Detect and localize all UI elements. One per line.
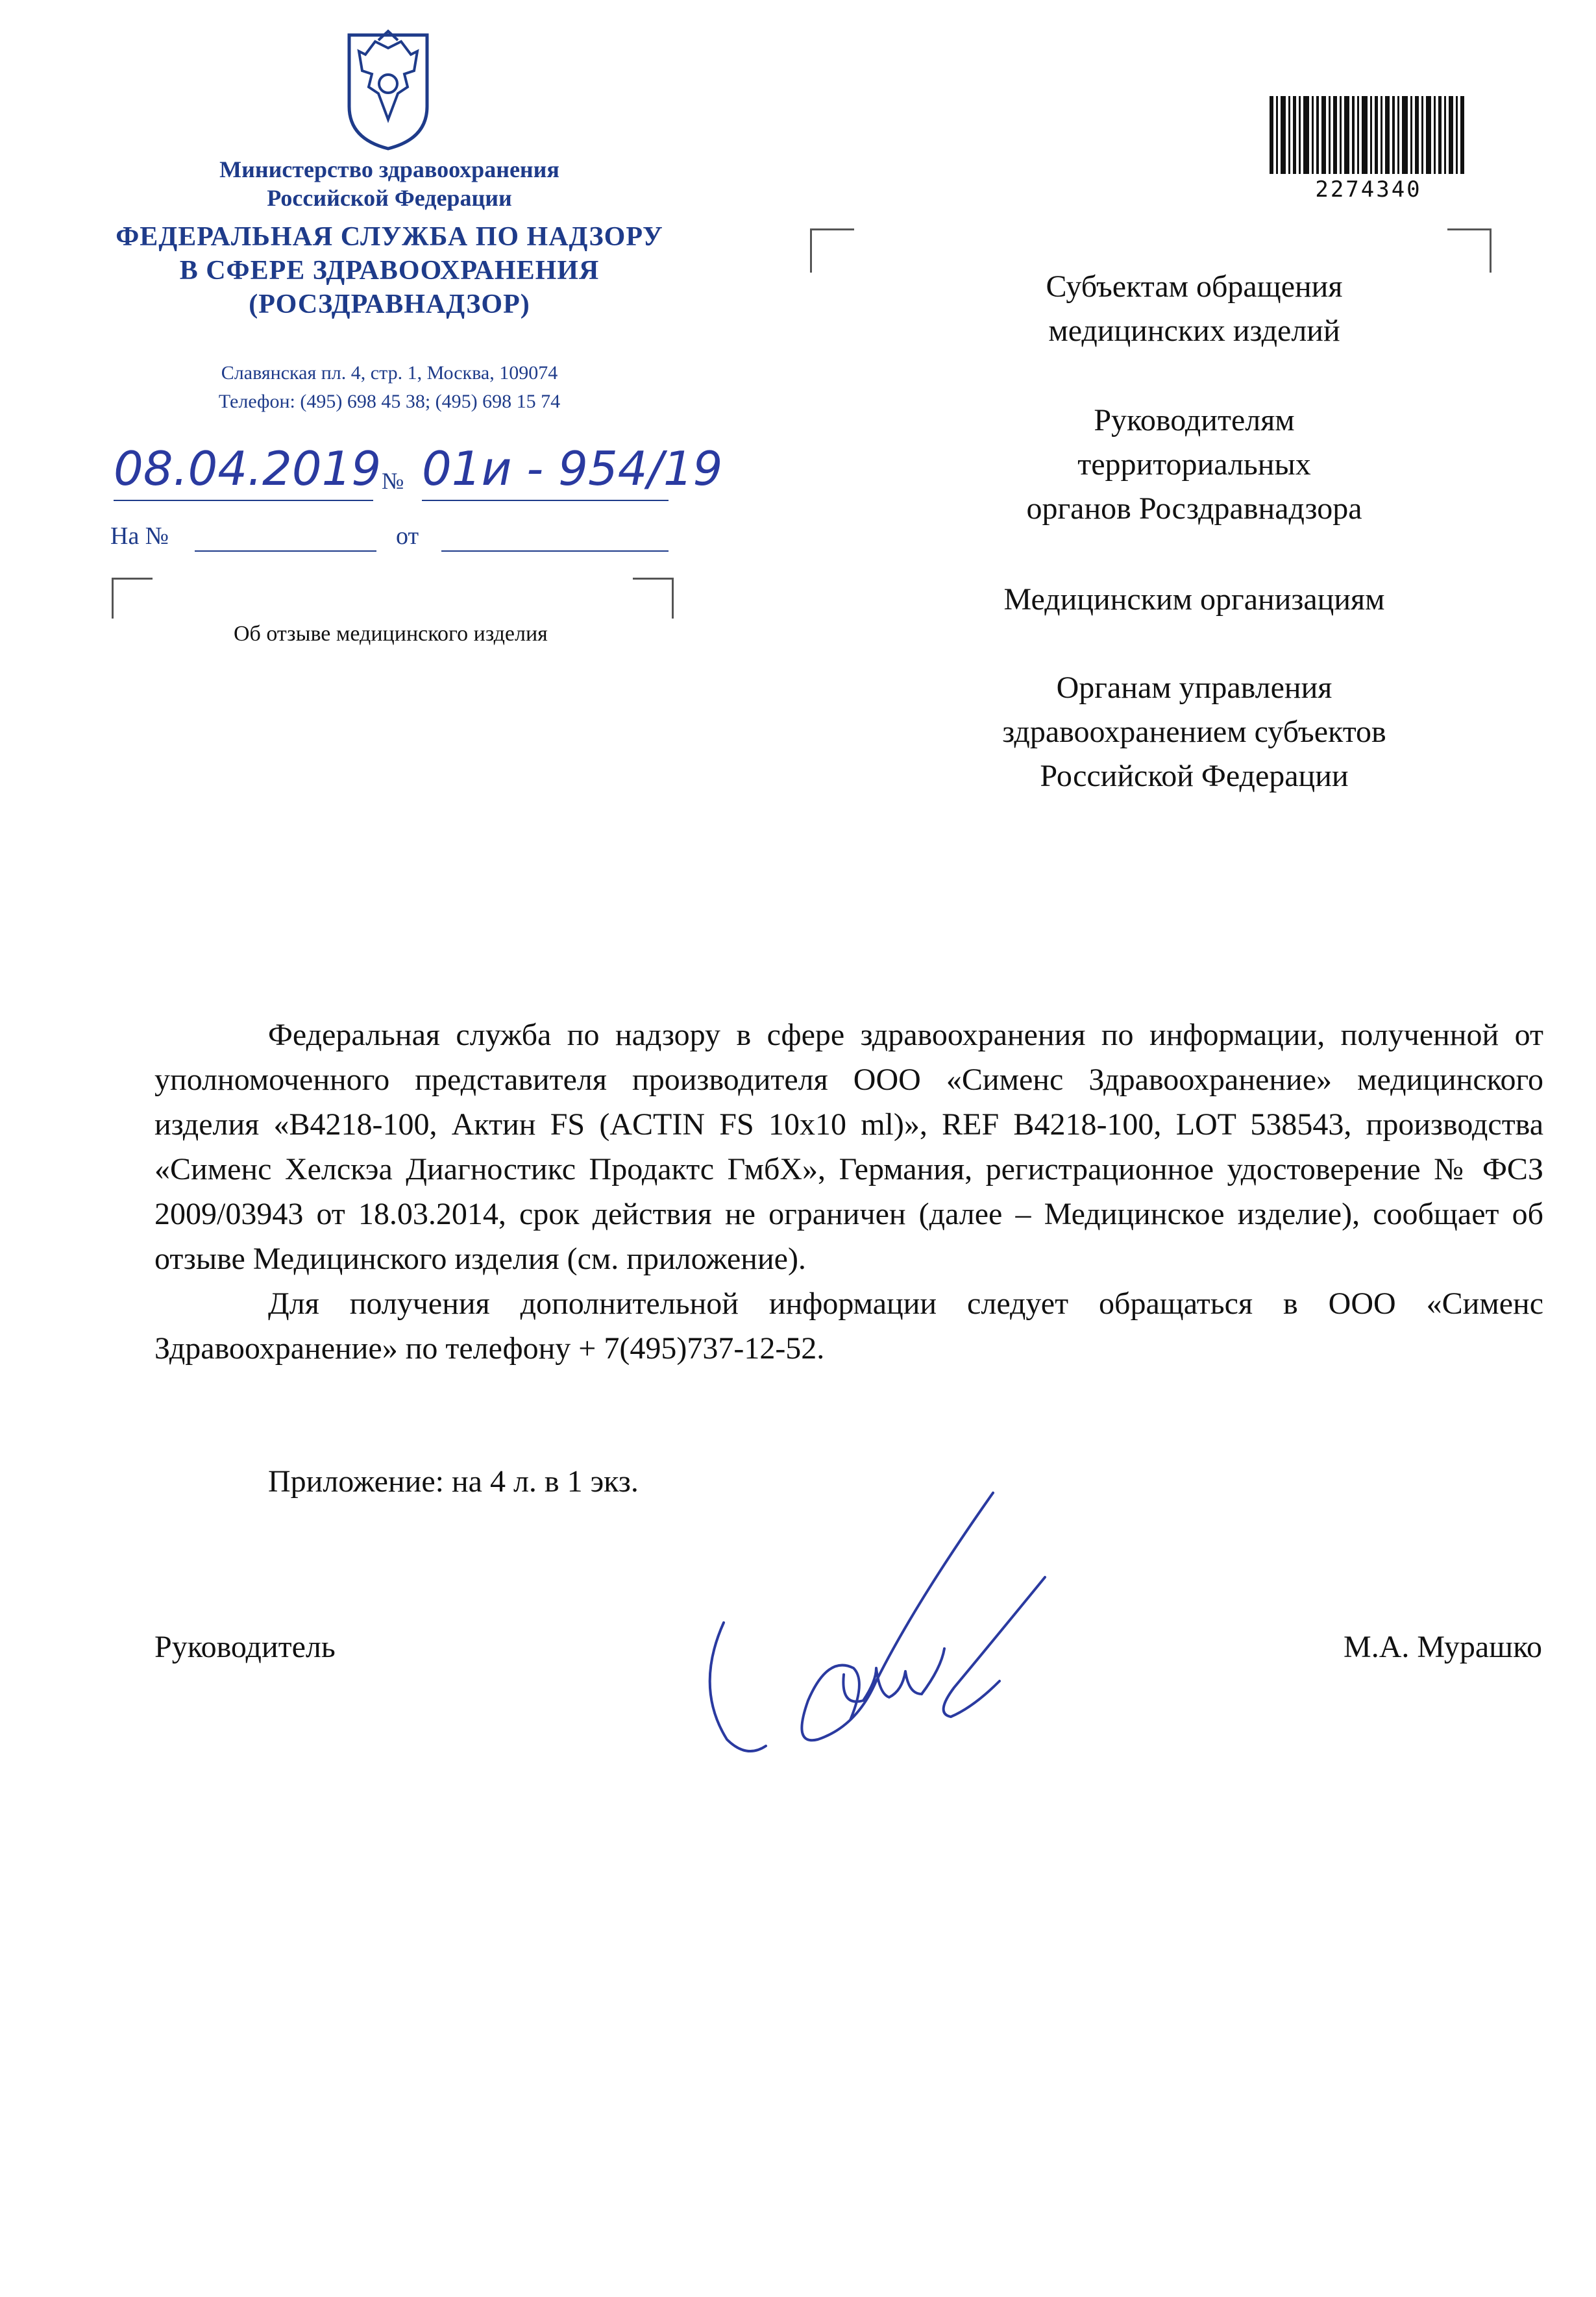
ref-from-line	[441, 550, 669, 552]
addressee-line: органов Росздравнадзора	[1026, 491, 1362, 526]
addressee-group-4	[909, 666, 1480, 798]
subject-line: Об отзыве медицинского изделия	[234, 622, 548, 646]
ref-number-line	[195, 550, 376, 552]
addressee-line: Руководителям	[1094, 403, 1295, 437]
addressee-line: здравоохранением субъектов	[1002, 715, 1386, 749]
service-line-1: ФЕДЕРАЛЬНАЯ СЛУЖБА ПО НАДЗОРУ	[116, 222, 663, 252]
body-paragraph-2: Для получения дополнительной информации следует обращаться в ООО «Сименс Здравоохранение» по телефону + 7(495)737-12-52.	[154, 1286, 1543, 1366]
addressee-line: медицинских изделий	[1048, 313, 1340, 348]
addressee-line: Органам управления	[1056, 670, 1332, 705]
registration-date: 08.04.2019	[114, 441, 382, 496]
addressee-line: Субъектам обращения	[1046, 269, 1343, 304]
ref-number-label: На №	[110, 522, 169, 550]
number-sign: №	[382, 468, 404, 494]
attachment-note: Приложение: на 4 л. в 1 экз.	[268, 1464, 639, 1499]
registration-number: 01и - 954/19	[422, 441, 723, 496]
service-line-3: (РОСЗДРАВНАДЗОР)	[249, 289, 530, 319]
service-address: Славянская пл. 4, стр. 1, Москва, 109074	[221, 362, 558, 384]
addressee-group-3	[909, 578, 1480, 622]
ministry-line-1: Министерство здравоохранения	[219, 156, 559, 182]
barcode-number: 2274340	[1315, 177, 1422, 203]
ministry-line-2: Российской Федерации	[267, 185, 512, 211]
addressee-bracket-left	[810, 228, 854, 273]
body-paragraph-1: Федеральная служба по надзору в сфере здравоохранения по информации, полученной от уполномоченного представителя производителя ООО «Сименс Здравоохранение» медицинского изделия «B4218-100, Актин FS (ACTIN FS 10x10 ml)», REF B4218-100, LOT 538543, производства «Сименс Хелскэа Диагностикс Продактс ГмбХ», Германия, регистрационное удостоверение № ФСЗ 2009/03943 от 18.03.2014, срок действия не ограничен (далее – Медицинское изделие), сообщает об отзыве Медицинского изделия (см. приложение).	[154, 1018, 1543, 1276]
barcode	[1270, 96, 1467, 174]
addressee-line: Медицинским организациям	[1003, 582, 1385, 617]
date-underline	[114, 500, 373, 501]
service-line-2: В СФЕРЕ ЗДРАВООХРАНЕНИЯ	[179, 256, 600, 286]
number-underline	[422, 500, 669, 501]
signatory-name: М.А. Мурашко	[1344, 1630, 1542, 1664]
addressee-line: Российской Федерации	[1040, 759, 1349, 793]
service-phone: Телефон: (495) 698 45 38; (495) 698 15 74	[218, 391, 561, 412]
coat-of-arms-emblem	[336, 22, 440, 152]
addressee-line: территориальных	[1077, 447, 1311, 482]
ref-from-label: от	[396, 522, 419, 550]
addressee-group-1	[909, 265, 1480, 353]
addressee-group-2	[909, 399, 1480, 531]
signatory-position: Руководитель	[154, 1630, 336, 1664]
bracket-top-right	[633, 578, 674, 619]
letter-body	[154, 1013, 1543, 1371]
bracket-top-left	[112, 578, 153, 619]
handwritten-signature	[681, 1473, 1149, 1785]
